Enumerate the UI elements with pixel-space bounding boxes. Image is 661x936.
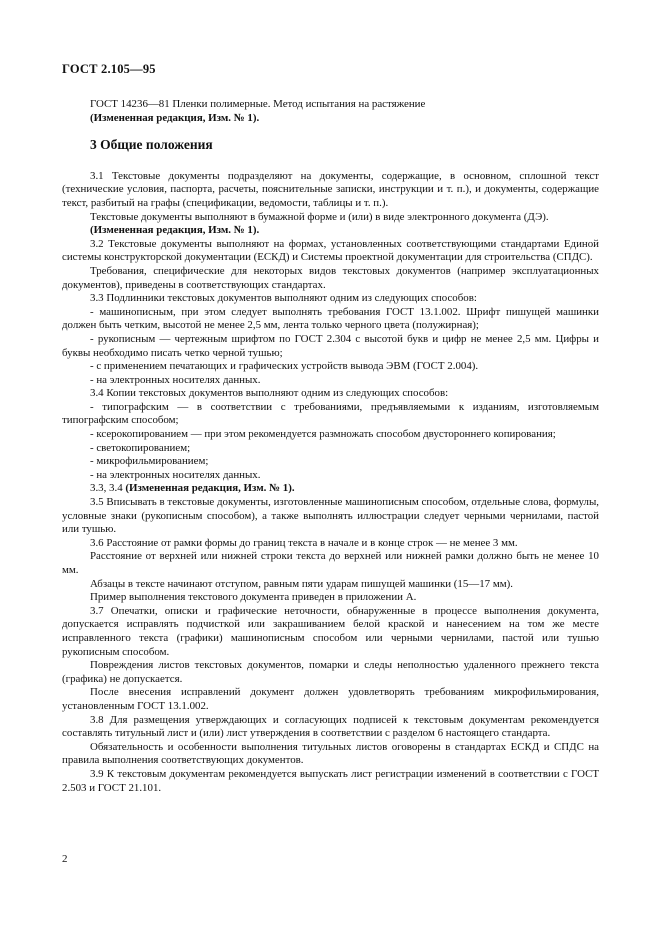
paragraph: Абзацы в тексте начинают отступом, равным пяти ударам пишущей машинки (15—17 мм).: [90, 577, 513, 590]
edition-note: (Измененная редакция, Изм. № 1).: [90, 111, 260, 124]
document-body: [62, 98, 599, 795]
paragraph: Обязательность и особенности выполнения титульных листов оговорены в стандартах ЕСКД и СПДС на правила выполнения соответствующих документов.: [62, 740, 599, 767]
list-item: - машинописным, при этом следует выполнять требования ГОСТ 13.1.002. Шрифт пишущей машинки должен быть четким, высотой не менее 2,5 мм, лента только черного цвета (полужирная);: [62, 305, 599, 332]
paragraph-3-4: 3.4 Копии текстовых документов выполняют одним из следующих способов:: [90, 387, 449, 400]
paragraph-3-9: 3.9 К текстовым документам рекомендуется выпускать лист регистрации изменений в соответствии с ГОСТ 2.503 и ГОСТ 21.101.: [62, 767, 599, 794]
paragraph-3-6: 3.6 Расстояние от рамки формы до границ текста в начале и в конце строк — не менее 3 мм.: [90, 536, 518, 549]
paragraph: Требования, специфические для некоторых видов текстовых документов (например эксплуатационных документов), приведены в соответствующих стандартах.: [62, 264, 599, 291]
document-header: ГОСТ 2.105—95: [62, 62, 156, 76]
paragraph: После внесения исправлений документ должен удовлетворять требованиям микрофильмирования, установленным ГОСТ 13.1.002.: [62, 686, 599, 712]
amendment-note: [62, 482, 599, 496]
list-item: - на электронных носителях данных.: [90, 373, 261, 386]
paragraph-3-1: 3.1 Текстовые документы подразделяют на документы, содержащие, в основном, сплошной текст (технические условия, паспорта, расчеты, пояснительные записки, инструкции и т. п.), и документы, содержащие текст, разбитый на графы (спецификации, ведомости, таблицы и т. п.).: [62, 169, 599, 209]
edition-note: (Измененная редакция, Изм. № 1).: [90, 224, 260, 237]
list-item: - ксерокопированием — при этом рекомендуется размножать способом двустороннего копирования;: [90, 428, 556, 441]
list-item: - с применением печатающих и графических устройств вывода ЭВМ (ГОСТ 2.004).: [90, 360, 479, 373]
list-item: - типографским — в соответствии с требованиями, предъявляемыми к изданиям, изготовляемым типографским способом;: [62, 400, 599, 427]
paragraph-3-7: 3.7 Опечатки, описки и графические неточности, обнаруженные в процессе выполнения документа, допускается исправлять подчисткой или закрашиванием белой краской и нанесением на том же месте исправленного текста (графики) машинописным способом или черными чернилами, пастой или тушью рукописным способом.: [62, 604, 599, 658]
page-number: 2: [62, 853, 68, 865]
paragraph: Текстовые документы выполняют в бумажной форме и (или) в виде электронного документа (ДЭ).: [90, 210, 549, 223]
list-item: - рукописным — чертежным шрифтом по ГОСТ 2.304 с высотой букв и цифр не менее 2,5 мм. Цифры и буквы необходимо писать четко черной тушью;: [62, 332, 599, 359]
paragraph-3-8: 3.8 Для размещения утверждающих и согласующих подписей к текстовым документам рекомендуется составлять титульный лист и (или) лист утверждения в соответствии с разделом 6 настоящего стандарта.: [62, 713, 599, 740]
paragraph-3-2: 3.2 Текстовые документы выполняют на формах, установленных соответствующими стандартами Единой системы конструкторской документации (ЕСКД) и Системы проектной документации для строительства (СПДС).: [62, 237, 599, 264]
section-title: 3 Общие положения: [90, 137, 213, 153]
reference-line: ГОСТ 14236—81 Пленки полимерные. Метод испытания на растяжение: [90, 98, 426, 110]
paragraph: Расстояние от верхней или нижней строки текста до верхней или нижней рамки должно быть не менее 10 мм.: [62, 550, 599, 576]
paragraph-3-3: 3.3 Подлинники текстовых документов выполняют одним из следующих способов:: [90, 292, 477, 305]
paragraph-3-5: 3.5 Вписывать в текстовые документы, изготовленные машинописным способом, отдельные слова, формулы, условные знаки (рукописным способом), а также выполнять иллюстрации следует черными чернилами, пастой или тушью.: [62, 496, 599, 536]
amendment-bold: (Измененная редакция, Изм. № 1).: [125, 482, 295, 495]
list-item: - микрофильмированием;: [90, 455, 209, 468]
paragraph: Повреждения листов текстовых документов, помарки и следы неполностью удаленного прежнего текста (графика) не допускается.: [62, 659, 599, 685]
list-item: - светокопированием;: [90, 441, 191, 454]
list-item: - на электронных носителях данных.: [90, 468, 261, 481]
amendment-prefix: 3.3, 3.4: [90, 482, 126, 495]
paragraph: Пример выполнения текстового документа приведен в приложении А.: [90, 591, 417, 604]
